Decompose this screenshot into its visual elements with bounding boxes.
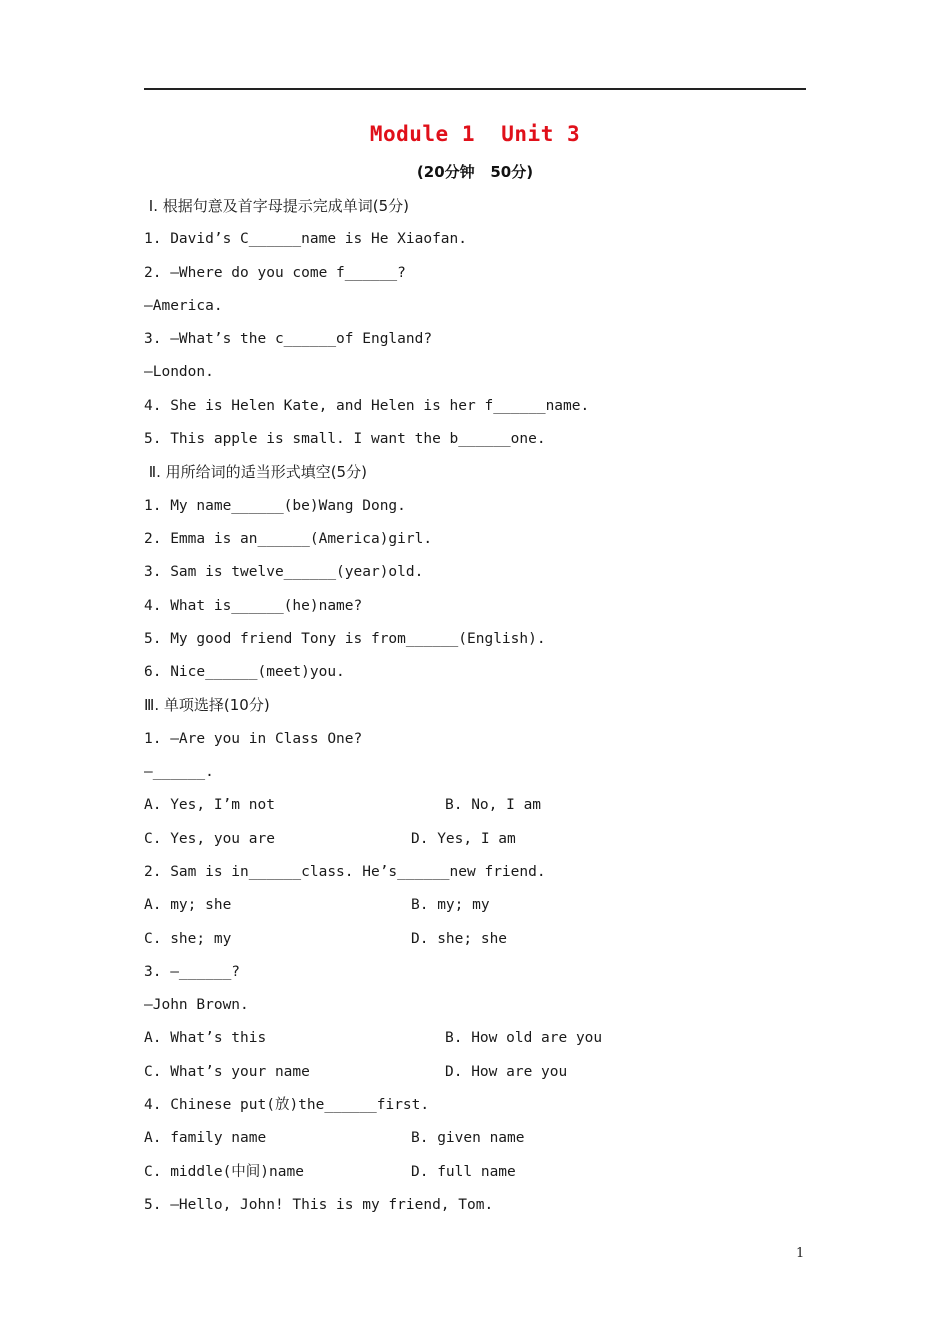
option-row bbox=[144, 1061, 806, 1094]
exercise-line: 4. She is Helen Kate, and Helen is her f______name. bbox=[144, 397, 590, 414]
option-right: D. How are you bbox=[445, 1063, 568, 1080]
page-number: 1 bbox=[796, 1246, 805, 1261]
option-right: B. my; my bbox=[411, 897, 490, 914]
option-row bbox=[144, 894, 806, 927]
exercise-line: 2. Sam is in______class. He’s______new friend. bbox=[144, 863, 546, 880]
exercise-line: 3. —What’s the c______of England? bbox=[144, 331, 433, 348]
exercise-line: —______. bbox=[144, 764, 214, 781]
exercise-body bbox=[144, 195, 806, 1227]
option-row bbox=[144, 928, 806, 961]
exercise-line: —London. bbox=[144, 364, 214, 381]
option-row bbox=[144, 828, 806, 861]
exercise-line: 5. This apple is small. I want the b______one. bbox=[144, 431, 546, 448]
option-left: A. What’s this bbox=[144, 1030, 267, 1047]
exercise-line: 4. Chinese put(放)the______first. bbox=[144, 1097, 430, 1114]
option-left: A. Yes, I’m not bbox=[144, 797, 275, 814]
option-right: B. given name bbox=[411, 1130, 525, 1147]
option-row bbox=[144, 1161, 806, 1194]
exercise-line: 5. —Hello, John! This is my friend, Tom. bbox=[144, 1196, 494, 1213]
exercise-line: 1. David’s C______name is He Xiaofan. bbox=[144, 231, 468, 248]
section-heading: Ⅲ. 单项选择(10分) bbox=[144, 696, 270, 715]
section-heading: Ⅰ. 根据句意及首字母提示完成单词(5分) bbox=[144, 197, 409, 215]
exercise-line: 6. Nice______(meet)you. bbox=[144, 664, 345, 681]
option-left: C. middle(中间)name bbox=[144, 1163, 304, 1180]
exercise-line: 2. —Where do you come f______? bbox=[144, 264, 406, 281]
exercise-line: 3. —______? bbox=[144, 963, 241, 980]
option-right: D. Yes, I am bbox=[411, 830, 516, 847]
option-right: D. she; she bbox=[411, 930, 508, 947]
option-left: C. she; my bbox=[144, 930, 232, 947]
exercise-line: —America. bbox=[144, 297, 223, 314]
page-title: Module 1 Unit 3 bbox=[369, 122, 581, 146]
time-score-subtitle: (20分钟 50分) bbox=[416, 163, 534, 181]
option-left: C. What’s your name bbox=[144, 1063, 310, 1080]
exercise-line: 1. —Are you in Class One? bbox=[144, 730, 363, 747]
option-right: D. full name bbox=[411, 1163, 516, 1180]
option-row bbox=[144, 794, 806, 827]
option-row bbox=[144, 1127, 806, 1160]
option-row bbox=[144, 1027, 806, 1060]
exercise-line: —John Brown. bbox=[144, 997, 249, 1014]
option-left: A. family name bbox=[144, 1130, 267, 1147]
exercise-line: 3. Sam is twelve______(year)old. bbox=[144, 564, 424, 581]
option-right: B. How old are you bbox=[445, 1030, 603, 1047]
option-right: B. No, I am bbox=[445, 797, 542, 814]
exercise-line: 5. My good friend Tony is from______(English). bbox=[144, 630, 546, 647]
section-heading: Ⅱ. 用所给词的适当形式填空(5分) bbox=[144, 463, 367, 482]
exercise-line: 4. What is______(he)name? bbox=[144, 597, 363, 614]
exercise-line: 2. Emma is an______(America)girl. bbox=[144, 530, 433, 547]
top-rule bbox=[144, 88, 806, 90]
option-left: C. Yes, you are bbox=[144, 830, 275, 847]
option-left: A. my; she bbox=[144, 897, 232, 914]
exercise-line: 1. My name______(be)Wang Dong. bbox=[144, 497, 406, 514]
